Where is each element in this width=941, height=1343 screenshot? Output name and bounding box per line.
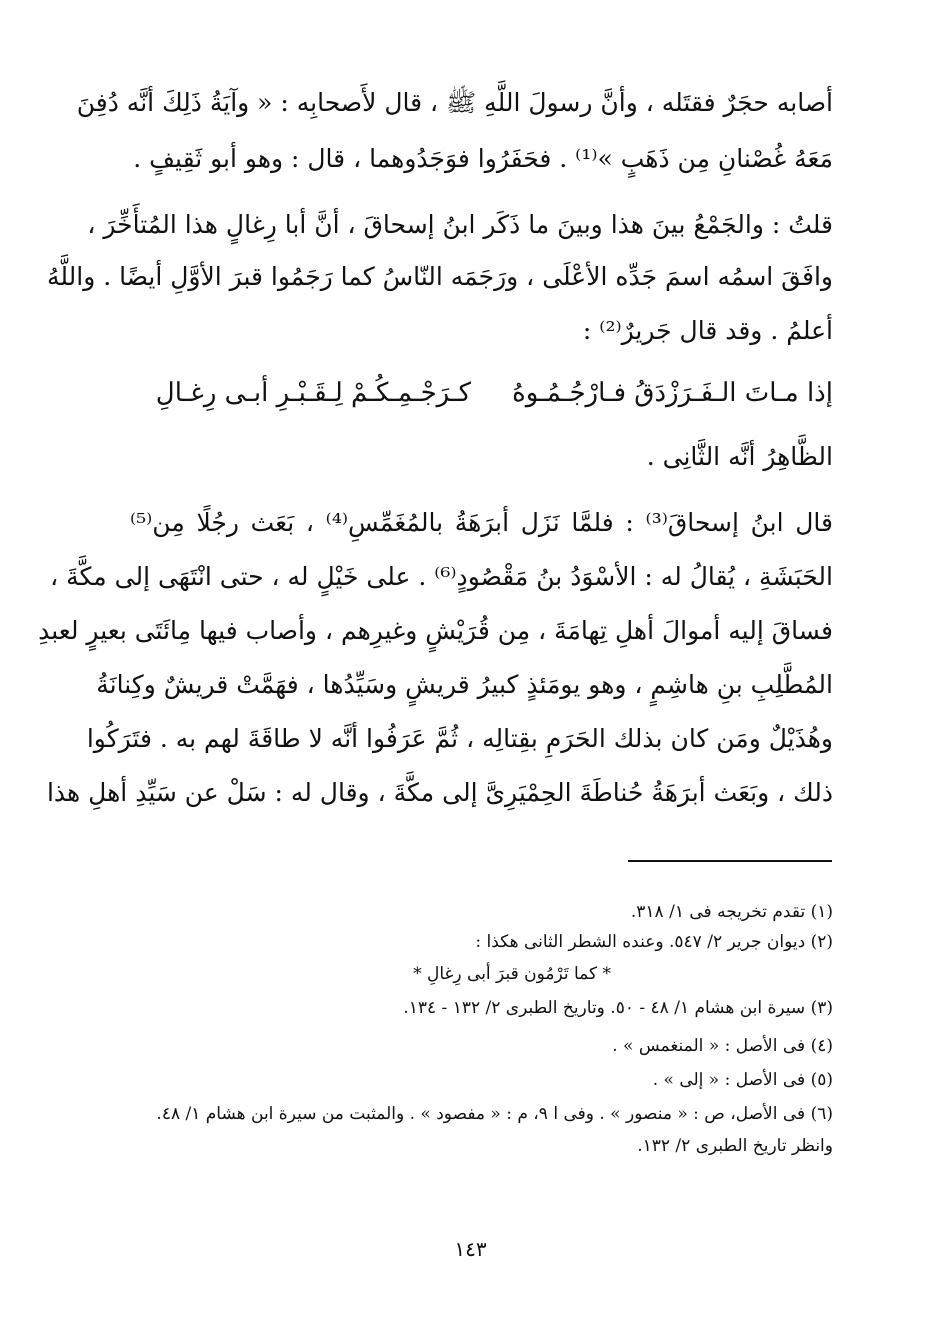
body-line-10: وهُذَيْلٌ ومَن كان بذلك الحَرَمِ بقِتالِه ، ثُمَّ عَرَفُوا أنَّه لا طاقَةَ لهم به . فتَرَكُوا bbox=[86, 724, 833, 753]
body-line-2: مَعَهُ غُصْنانِ مِن ذَهَبٍ »⁽¹⁾ . فحَفَرُوا فوَجَدُوهما ، قال : وهو أبو ثَقِيفٍ . bbox=[133, 144, 833, 173]
body-line-5: أعلمُ . وقد قال جَريرٌ⁽²⁾ : bbox=[582, 316, 833, 345]
after-verse-line: الظَّاهِرُ أنَّه الثَّانِى . bbox=[646, 442, 833, 471]
footnote-separator bbox=[628, 860, 832, 862]
footnote-1: (١) تقدم تخريجه فى ١/ ٣١٨. bbox=[630, 902, 833, 922]
body-line-1: أصابه حجَرٌ فقتَله ، وأنَّ رسولَ اللَّهِ ﷺ ، قال لأَصحابِه : « وآيَةُ ذَلِكَ أنَّه دُفِنَ bbox=[76, 88, 833, 117]
verse-first-hemistich: إذا مـاتَ الـفَـرَزْدَقُ فـارْجُـمُـوهُ bbox=[512, 378, 833, 408]
footnote-3: (٣) سيرة ابن هشام ١/ ٤٨ - ٥٠. وتاريخ الطبرى ٢/ ١٣٢ - ١٣٤. bbox=[403, 998, 833, 1018]
footnote-5: (٥) فى الأصل : « إلى » . bbox=[652, 1070, 833, 1090]
body-line-9: المُطَّلِبِ بنِ هاشِمٍ ، وهو يومَئذٍ كبيرُ قريشٍ وسَيِّدُها ، فهَمَّتْ قريشٌ وكِنانَةُ bbox=[96, 670, 833, 699]
body-line-8: فساقَ إليه أموالَ أهلِ تِهامَةَ ، مِن قُرَيْشٍ وغيرِهم ، وأصاب فيها مِائَتَى بعيرٍ لعبدِ bbox=[38, 616, 833, 645]
body-line-6: قال ابنُ إسحاقَ⁽³⁾ : فلمَّا نَزَل أبرَهَةُ بالمُغَمِّسِ⁽⁴⁾ ، بَعَث رجُلًا مِن⁽⁵⁾ bbox=[130, 508, 834, 537]
footnote-6: (٦) فى الأصل، ص : « منصور » . وفى ا ٩، م : « مفصود » . والمثبت من سيرة ابن هشام ١/ ٤٨. bbox=[156, 1104, 833, 1124]
footnote-4: (٤) فى الأصل : « المنغمس » . bbox=[612, 1036, 833, 1056]
footnote-2: (٢) ديوان جرير ٢/ ٥٤٧. وعنده الشطر الثانى هكذا : bbox=[475, 932, 833, 952]
body-line-4: وافَقَ اسمُه اسمَ جَدِّه الأعْلَى ، ورَجَمَه النّاسُ كما رَجَمُوا قبرَ الأوَّلِ أيضًا . واللَّهُ bbox=[46, 262, 833, 291]
body-line-3: قلتُ : والجَمْعُ بينَ هذا وبينَ ما ذَكَر ابنُ إسحاقَ ، أنَّ أبا رِغالٍ هذا المُتأَخِّرَ ، bbox=[87, 210, 833, 239]
body-line-11: ذلك ، وبَعَث أبرَهَةُ حُناطَةَ الحِمْيَرِىَّ إلى مكَّةَ ، وقال له : سَلْ عن سَيِّدِ أهلِ هذا bbox=[46, 778, 833, 807]
body-line-7: الحَبَشَةِ ، يُقالُ له : الأسْوَدُ بنُ مَقْصُودٍ⁽⁶⁾ . على خَيْلٍ له ، حتى انْتَهَى إلى مكَّةَ ، bbox=[50, 562, 833, 591]
page-number: ١٤٣ bbox=[454, 1237, 487, 1261]
footnote-2-verse: * كما تَرْمُون قبرَ أبى رِغالِ * bbox=[413, 964, 611, 984]
footnote-6-cont: وانظر تاريخ الطبرى ٢/ ١٣٢. bbox=[637, 1136, 833, 1156]
verse-second-hemistich: كـرَجْـمِـكُـمْ لِـقَـبْـرِ أبـى رِغـالِ bbox=[155, 378, 471, 408]
